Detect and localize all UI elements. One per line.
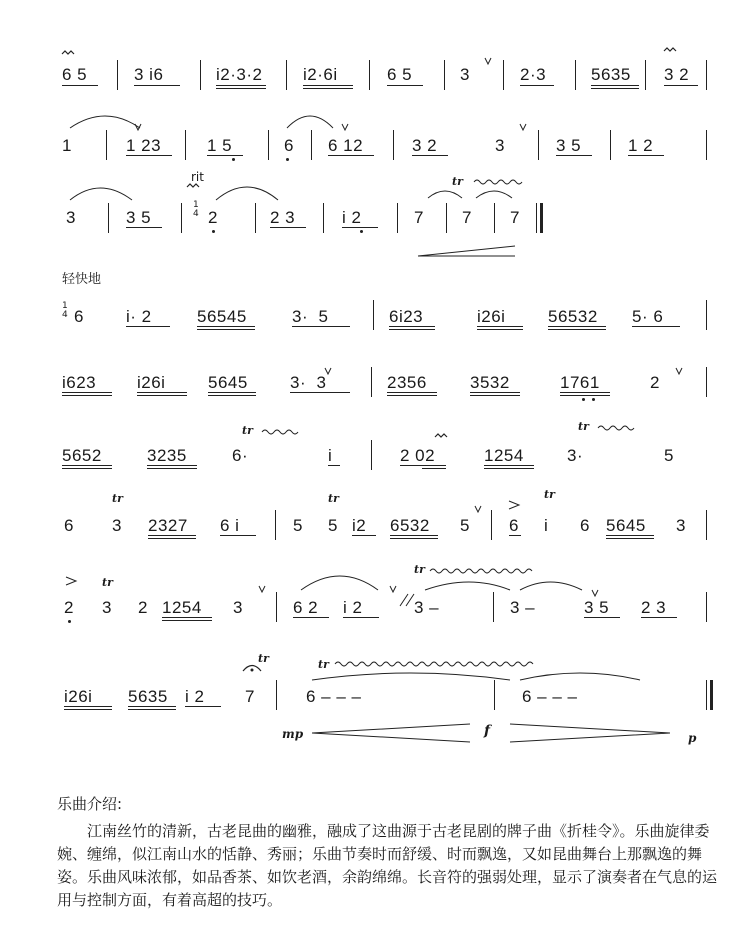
dynamic-f: f bbox=[484, 723, 491, 739]
trill-mark: tr bbox=[258, 652, 269, 665]
note-group: 6 bbox=[509, 516, 519, 535]
score-sheet: 6 5 3 i6 i2·3·2 i2·6i 6 5 3 2·3 5635 3 2 1 1 23 1 5 6 6 12 3 2 3 3 5 1 2 rit 1 4 3 3 5 2 2 3 i 2 7 7 7 tr 轻快地 1 4 6 i· 2 56545 3· 5 6i23 i26i 56532 5· 6 i623 i26i 5645 3· 3 2356 3532 1761 2 tr tr 5652 3235 6· i 2 02 1254 3· 5 tr tr tr 6 3 2327 6 i 5 5 i2 6532 5 6 i 6 5645 3 tr tr 2 3 2 1254 3 6 2 i 2 3 – 3 – 3 5 2 3 tr tr i26i 5635 i 2 7 6 – – – 6 – – – mp f p bbox=[0, 0, 754, 926]
note-group: 2·3 bbox=[520, 65, 547, 84]
note-group: 7 bbox=[245, 687, 255, 706]
note-group: 6 bbox=[284, 136, 294, 155]
rit-marking: rit bbox=[191, 170, 204, 184]
trill-mark: tr bbox=[112, 492, 123, 505]
note-group: i 2 bbox=[185, 687, 205, 706]
note-group: 5635 bbox=[128, 687, 168, 706]
note-group: 6 5 bbox=[62, 65, 88, 84]
note-group: 5645 bbox=[208, 373, 248, 392]
dynamic-p: p bbox=[688, 731, 697, 745]
trill-mark: tr bbox=[578, 420, 589, 433]
note-group: 3 2 bbox=[664, 65, 690, 84]
note-group: 56545 bbox=[197, 307, 247, 326]
note-group: 5· 6 bbox=[632, 307, 664, 326]
note-group: 3 bbox=[102, 598, 112, 617]
note-group: 7 bbox=[462, 208, 472, 227]
trill-mark: tr bbox=[242, 424, 253, 437]
note-group: 6 – – – bbox=[522, 687, 578, 706]
note-group: i26i bbox=[64, 687, 93, 706]
note-group: 5 bbox=[328, 516, 338, 535]
note-group: i2 bbox=[352, 516, 367, 535]
note-group: 6· bbox=[232, 446, 249, 465]
note-group: i26i bbox=[477, 307, 506, 326]
intro-heading: 乐曲介绍: bbox=[57, 795, 123, 813]
note-group: 5645 bbox=[606, 516, 646, 535]
trill-mark: tr bbox=[318, 658, 329, 671]
intro-body: 江南丝竹的清新，古老昆曲的幽雅，融成了这曲源于古老昆剧的牌子曲《折桂令》。乐曲旋律委婉、缠绵，似江南山水的恬静、秀丽；乐曲节奏时而舒缓、时而飘逸，又如昆曲舞台上那飘逸的舞姿。乐曲风味浓郁，如品香茶、如饮老酒，余韵绵绵。长音符的强弱处理，显示了演奏者在气息的运用与控制方面，有着高超的技巧。 bbox=[57, 822, 718, 909]
note-group: 5652 bbox=[62, 446, 102, 465]
note-group: 5635 bbox=[591, 65, 631, 84]
note-group: 1761 bbox=[560, 373, 600, 392]
note-group: 6 i bbox=[220, 516, 240, 535]
note-group: 7 bbox=[510, 208, 520, 227]
note-group: i623 bbox=[62, 373, 97, 392]
note-group: 2 bbox=[650, 373, 660, 392]
note-group: 3 bbox=[460, 65, 470, 84]
note-group: 3· bbox=[567, 446, 584, 465]
note-group: 2 3 bbox=[641, 598, 667, 617]
note-group: 3235 bbox=[147, 446, 187, 465]
trill-mark: tr bbox=[544, 488, 555, 501]
note-group: 2 bbox=[64, 598, 74, 617]
note-group: 3 – bbox=[414, 598, 440, 617]
note-group: 1254 bbox=[162, 598, 202, 617]
note-group: 7 bbox=[414, 208, 424, 227]
note-group: 3 bbox=[112, 516, 122, 535]
note-group: 3 bbox=[66, 208, 76, 227]
note-group: 3 5 bbox=[584, 598, 610, 617]
note-group: 3532 bbox=[470, 373, 510, 392]
note-group: 2 bbox=[138, 598, 148, 617]
note-group: 3 5 bbox=[556, 136, 582, 155]
note-group: 3 bbox=[495, 136, 505, 155]
note-group: 6 bbox=[580, 516, 590, 535]
trill-mark: tr bbox=[414, 563, 425, 576]
note-group: 6 5 bbox=[387, 65, 413, 84]
note-group: i 2 bbox=[343, 598, 363, 617]
note-group: i 2 bbox=[342, 208, 362, 227]
note-group: i2·6i bbox=[303, 65, 338, 84]
note-group: 3· 3 bbox=[290, 373, 327, 392]
note-group: 1254 bbox=[484, 446, 524, 465]
note-group: 2356 bbox=[387, 373, 427, 392]
note-group: 3 bbox=[676, 516, 686, 535]
note-group: 3 i6 bbox=[134, 65, 164, 84]
note-group: i26i bbox=[137, 373, 166, 392]
note-group: 3 2 bbox=[412, 136, 438, 155]
note-group: 5 bbox=[293, 516, 303, 535]
note-group: 2327 bbox=[148, 516, 188, 535]
note-group: 3 5 bbox=[126, 208, 152, 227]
note-group: 6 2 bbox=[293, 598, 319, 617]
note-group: 1 2 bbox=[628, 136, 654, 155]
trill-mark: tr bbox=[452, 175, 463, 188]
note-group: 1 5 bbox=[207, 136, 233, 155]
note-group: 56532 bbox=[548, 307, 598, 326]
note-group: 6 – – – bbox=[306, 687, 362, 706]
note-group: 3 bbox=[233, 598, 243, 617]
trill-mark: tr bbox=[102, 576, 113, 589]
note-group: 2 02 bbox=[400, 446, 436, 465]
dynamic-mp: mp bbox=[282, 727, 304, 741]
note-group: 2 3 bbox=[270, 208, 296, 227]
note-group: 1 23 bbox=[126, 136, 162, 155]
note-group: i2·3·2 bbox=[216, 65, 263, 84]
note-group: 2 bbox=[208, 208, 218, 227]
note-group: 6 12 bbox=[328, 136, 364, 155]
note-group: 6i23 bbox=[389, 307, 424, 326]
note-group: 3 – bbox=[510, 598, 536, 617]
note-group: i bbox=[328, 446, 333, 465]
note-group: 5 bbox=[460, 516, 470, 535]
note-group: 5 bbox=[664, 446, 674, 465]
trill-mark: tr bbox=[328, 492, 339, 505]
tempo-marking: 轻快地 bbox=[62, 272, 102, 287]
note-group: 3· 5 bbox=[292, 307, 329, 326]
note-group: 1 bbox=[62, 136, 72, 155]
note-group: i bbox=[544, 516, 549, 535]
note-group: 6 bbox=[64, 516, 74, 535]
note-group: 6532 bbox=[390, 516, 430, 535]
note-group: i· 2 bbox=[126, 307, 152, 326]
note-group: 6 bbox=[74, 307, 84, 326]
